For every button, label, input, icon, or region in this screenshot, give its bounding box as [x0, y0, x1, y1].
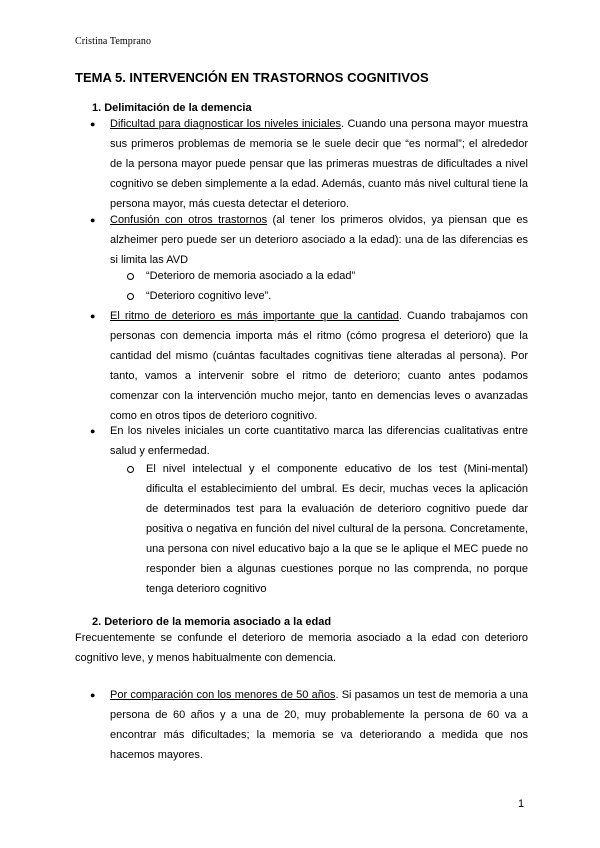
- bullet-text: . Cuando trabajamos con personas con demencia importa más el ritmo (cómo progresa el deterioro) que la cantidad del mismo (cuántas facultades cognitivas tiene alteradas al persona). Por tanto, vamos a intervenir sobre el ritmo de deterioro; cuanto antes podamos comenzar con la intervención mucho mejor, tanto en demencias leves o avanzadas como en otros tipos de deterioro cognitivo.: [110, 310, 528, 422]
- sub-item-mild: [146, 286, 528, 306]
- page-number: 1: [518, 798, 525, 810]
- bullet-dot-icon: ●: [90, 311, 96, 321]
- bullet-text: . Si pasamos un test de memoria a una persona de 60 años y a una de 20, muy probablemente la persona de 60 va a encontrar más dificultades; la memoria se va deteriorando a medida que nos hacemos mayores.: [110, 689, 528, 761]
- bullet-initial-levels: [90, 421, 528, 461]
- underlined-phrase: El ritmo de deterioro es más importante que la cantidad: [110, 310, 399, 322]
- circle-bullet-icon: [127, 293, 134, 300]
- bullet-rhythm: [90, 306, 528, 426]
- underlined-phrase: Confusión con otros trastornos: [110, 214, 268, 226]
- sub-item-intellectual: [146, 459, 528, 599]
- circle-bullet-icon: [127, 273, 134, 280]
- bullet-dot-icon: ●: [90, 215, 96, 225]
- bullet-text: (al tener los primeros olvidos, ya piensan que es alzheimer pero puede ser un deterioro asociado a la edad): una de las diferencias es si limita las AVD: [110, 214, 528, 266]
- author-header: Cristina Temprano: [75, 36, 152, 47]
- document-title: TEMA 5. INTERVENCIÓN EN TRASTORNOS COGNITIVOS: [75, 70, 429, 85]
- underlined-phrase: Dificultad para diagnosticar los niveles iniciales: [110, 118, 341, 130]
- section-2-heading: 2. Deterioro de la memoria asociado a la edad: [92, 616, 332, 628]
- bullet-comparison: [90, 685, 528, 765]
- section-1-heading: 1. Delimitación de la demencia: [92, 102, 252, 114]
- sub-item-text: “Deterioro de memoria asociado a la edad”: [146, 270, 356, 282]
- sub-item-text: El nivel intelectual y el componente educativo de los test (Mini-mental) dificulta el establecimiento del umbral. Es decir, muchas veces la aplicación de determinados test para la evaluación de deterioro cognitivo puede dar positiva o negativa en función del nivel cultural de la persona. Concretamente, una persona con nivel educativo bajo a la que se le aplique el MEC puede no responder bien a algunas cuestiones porque no las comprenda, no porque tenga deterioro cognitivo: [146, 463, 528, 595]
- bullet-text: . Cuando una persona mayor muestra sus primeros problemas de memoria se le suele decir que “es normal”; el alrededor de la persona mayor puede pensar que las primeras muestras de dificultades a nivel cognitivo se deben simplemente a la edad. Además, cuanto más nivel cultural tiene la persona mayor, más cuesta detectar el deterioro.: [110, 118, 528, 210]
- bullet-dot-icon: ●: [90, 119, 96, 129]
- sub-item-memory: [146, 266, 528, 286]
- bullet-dot-icon: ●: [90, 426, 96, 436]
- bullet-diagnosis: [90, 114, 528, 214]
- bullet-confusion: [90, 210, 528, 270]
- sub-item-text: “Deterioro cognitivo leve”.: [146, 290, 272, 302]
- bullet-dot-icon: ●: [90, 690, 96, 700]
- bullet-text: En los niveles iniciales un corte cuantitativo marca las diferencias cualitativas entre salud y enfermedad.: [110, 425, 528, 457]
- section-2-intro: Frecuentemente se confunde el deterioro de memoria asociado a la edad con deterioro cognitivo leve, y menos habitualmente con demencia.: [75, 632, 528, 664]
- underlined-phrase: Por comparación con los menores de 50 años: [110, 689, 336, 701]
- circle-bullet-icon: [127, 466, 134, 473]
